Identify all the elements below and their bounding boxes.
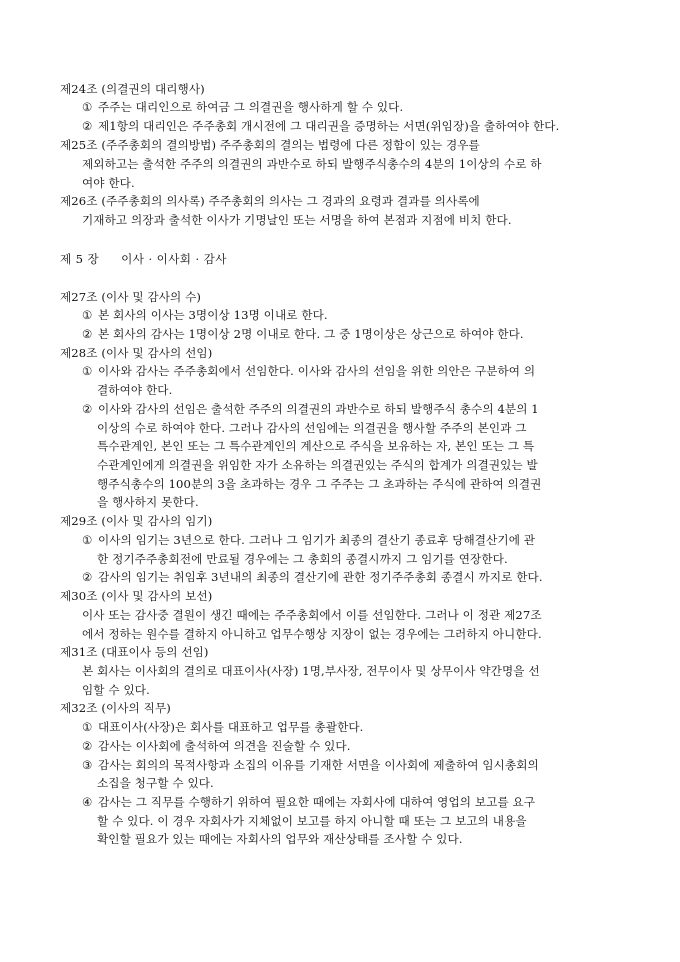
item-marker: ② bbox=[82, 570, 93, 584]
article-32-item-4-cont: 확인할 필요가 있는 때에는 자회사의 업무와 재산상태를 조사할 수 있다. bbox=[97, 832, 463, 846]
item-marker: ② bbox=[82, 739, 93, 753]
article-28-item-1 bbox=[82, 362, 535, 380]
article-24-item-1 bbox=[82, 98, 403, 116]
item-marker: ① bbox=[82, 308, 93, 322]
article-26-heading: 제26조 (주주총회의 의사록) 주주총회의 의사는 그 경과의 요령과 결과를 의사록에 bbox=[60, 194, 480, 208]
article-31-body-line: 본 회사는 이사회의 결의로 대표이사(사장) 1명,부사장, 전무이사 및 상무이사 약간명을 선 bbox=[82, 664, 540, 678]
article-27-item-1 bbox=[82, 306, 328, 324]
item-text: 이사와 감사는 주주총회에서 선임한다. 이사와 감사의 선임을 위한 의안은 구분하여 의 bbox=[98, 364, 536, 378]
article-25-body-line: 제외하고는 출석한 주주의 의결권의 과반수로 하되 발행주식총수의 4분의 1이상의 수로 하 bbox=[82, 157, 542, 171]
chapter-number: 제 5 장 bbox=[60, 252, 100, 266]
item-marker: ① bbox=[82, 720, 93, 734]
item-text: 본 회사의 감사는 1명이상 2명 이내로 한다. 그 중 1명이상은 상근으로 하여야 한다. bbox=[98, 327, 524, 341]
article-32-item-4-cont: 할 수 있다. 이 경우 자회사가 지체없이 보고를 하지 아니할 때 또는 그 보고의 내용을 bbox=[97, 814, 527, 828]
article-24-item-2 bbox=[82, 117, 559, 135]
item-text: 주주는 대리인으로 하여금 그 의결권을 행사하게 할 수 있다. bbox=[98, 100, 404, 114]
article-27-heading: 제27조 (이사 및 감사의 수) bbox=[60, 290, 202, 304]
item-text: 대표이사(사장)은 회사를 대표하고 업무를 총괄한다. bbox=[98, 720, 364, 734]
item-text: 감사의 임기는 취임후 3년내의 최종의 결산기에 관한 정기주주총회 종결시 까지로 한다. bbox=[98, 570, 543, 584]
item-marker: ④ bbox=[82, 795, 93, 809]
article-31-body-line: 임할 수 있다. bbox=[82, 683, 150, 697]
article-27-item-2 bbox=[82, 325, 524, 343]
article-30-heading: 제30조 (이사 및 감사의 보선) bbox=[60, 589, 213, 603]
article-32-heading: 제32조 (이사의 직무) bbox=[60, 701, 171, 715]
article-30-body-line: 에서 정하는 원수를 결하지 아니하고 업무수행상 지장이 없는 경우에는 그러하지 아니한다. bbox=[82, 627, 542, 641]
item-marker: ② bbox=[82, 119, 93, 133]
item-text: 이사의 임기는 3년으로 한다. 그러나 그 임기가 최종의 결산기 종료후 당해결산기에 관 bbox=[98, 533, 536, 547]
item-text: 본 회사의 이사는 3명이상 13명 이내로 한다. bbox=[98, 308, 328, 322]
article-32-item-3 bbox=[82, 756, 539, 774]
item-text: 제1항의 대리인은 주주총회 개시전에 그 대리권을 증명하는 서면(위임장)을 출하여야 한다. bbox=[98, 119, 560, 133]
article-30-body-line: 이사 또는 감사중 결원이 생긴 때에는 주주총회에서 이를 선임한다. 그러나 이 정관 제27조 bbox=[82, 608, 542, 622]
item-marker: ① bbox=[82, 100, 93, 114]
article-28-item-2-cont: 특수관계인, 본인 또는 그 특수관계인의 계산으로 주식을 보유하는 자, 본인 또는 그 특 bbox=[97, 439, 535, 453]
article-29-heading: 제29조 (이사 및 감사의 임기) bbox=[60, 514, 213, 528]
article-28-item-2-cont: 수관계인에게 의결권을 위임한 자가 소유하는 의결권있는 주식의 합계가 의결권있는 발 bbox=[97, 458, 538, 472]
article-25-heading: 제25조 (주주총회의 결의방법) 주주총회의 결의는 법령에 다른 정함이 있는 경우를 bbox=[60, 138, 480, 152]
article-29-item-1-cont: 한 정기주주총회전에 만료될 경우에는 그 총회의 종결시까지 그 임기를 연장한다. bbox=[97, 552, 508, 566]
article-28-item-1-cont: 결하여야 한다. bbox=[97, 383, 173, 397]
chapter-heading bbox=[60, 250, 227, 268]
article-24-heading: 제24조 (의결권의 대리행사) bbox=[60, 82, 205, 96]
item-marker: ③ bbox=[82, 758, 93, 772]
chapter-title: 이사 · 이사회 · 감사 bbox=[121, 252, 227, 266]
article-29-item-1 bbox=[82, 531, 535, 549]
item-text: 이사와 감사의 선임은 출석한 주주의 의결권의 과반수로 하되 발행주식 총수의 4분의 1 bbox=[98, 402, 539, 416]
article-32-item-1 bbox=[82, 718, 363, 736]
article-32-item-3-cont: 소집을 청구할 수 있다. bbox=[97, 776, 214, 790]
article-32-item-2 bbox=[82, 737, 351, 755]
article-29-item-2 bbox=[82, 568, 543, 586]
article-25-body-line: 여야 한다. bbox=[82, 176, 135, 190]
item-marker: ① bbox=[82, 533, 93, 547]
item-text: 감사는 회의의 목적사항과 소집의 이유를 기재한 서면을 이사회에 제출하여 임시총회의 bbox=[98, 758, 539, 772]
article-31-heading: 제31조 (대표이사 등의 선임) bbox=[60, 645, 209, 659]
article-32-item-4 bbox=[82, 793, 535, 811]
item-marker: ① bbox=[82, 364, 93, 378]
item-text: 감사는 그 직무를 수행하기 위하여 필요한 때에는 자회사에 대하여 영업의 보고를 요구 bbox=[98, 795, 536, 809]
item-marker: ② bbox=[82, 402, 93, 416]
item-marker: ② bbox=[82, 327, 93, 341]
article-26-body-line: 기재하고 의장과 출석한 이사가 기명날인 또는 서명을 하여 본점과 지점에 비치 한다. bbox=[82, 213, 512, 227]
item-text: 감사는 이사회에 출석하여 의견을 진술할 수 있다. bbox=[98, 739, 351, 753]
article-28-item-2-cont: 을 행사하지 못한다. bbox=[97, 495, 199, 509]
article-28-heading: 제28조 (이사 및 감사의 선임) bbox=[60, 346, 213, 360]
article-28-item-2-cont: 이상의 수로 하여야 한다. 그러나 감사의 선임에는 의결권을 행사할 주주의 본인과 그 bbox=[97, 421, 527, 435]
article-28-item-2 bbox=[82, 400, 539, 418]
article-28-item-2-cont: 행주식총수의 100분의 3을 초과하는 경우 그 주주는 그 초과하는 주식에 관하여 의결권 bbox=[97, 477, 542, 491]
